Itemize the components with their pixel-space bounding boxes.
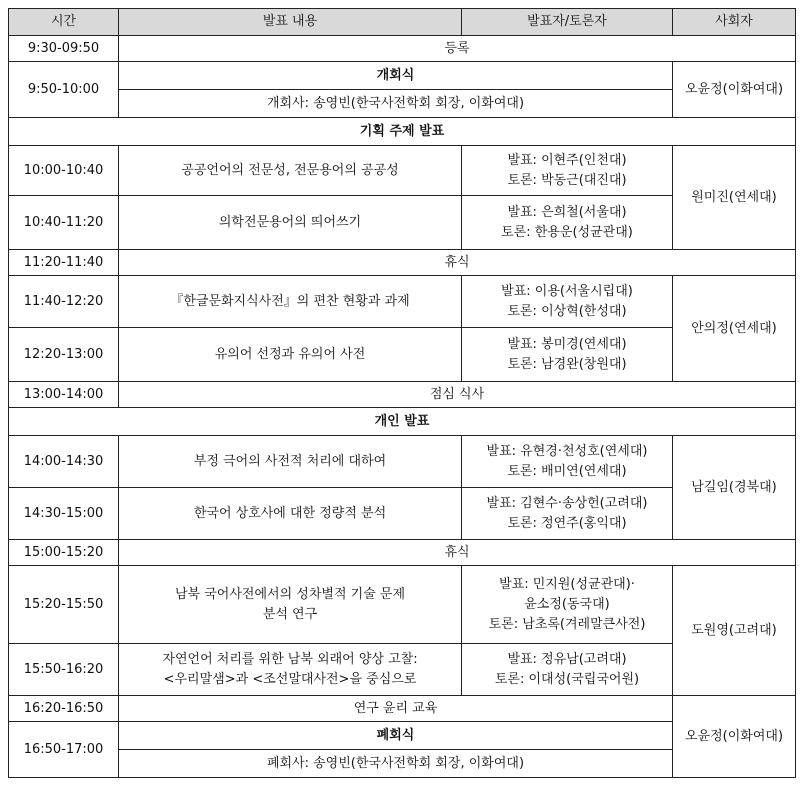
discussant: 토론: 이대성(국립국어원) [494,671,640,687]
header-content: 발표 내용 [119,9,462,36]
speaker-cell [462,488,673,540]
time-cell: 9:30-09:50 [9,36,119,62]
time-cell: 14:30-15:00 [9,488,119,540]
event-cell: 휴식 [119,540,796,566]
table-row [9,146,796,196]
speaker-cell [462,146,673,196]
section-row [9,408,796,436]
speaker-cell [462,644,673,696]
presenter-cont: 윤소정(동국대) [524,596,610,612]
speaker-cell [462,276,673,328]
time-cell: 16:20-16:50 [9,696,119,722]
speaker-cell [462,196,673,250]
talk-title-line: 자연언어 처리를 위한 남북 외래어 양상 고찰: [162,651,418,667]
moderator-cell: 남길임(경북대) [673,436,796,540]
presenter: 발표: 김현수·송상헌(고려대) [486,495,648,511]
table-row [9,436,796,488]
table-row [9,36,796,62]
discussant: 토론: 정연주(홍익대) [507,515,627,531]
presenter: 발표: 유현경·천성호(연세대) [486,443,648,459]
talk-title: 의학전문용어의 띄어쓰기 [119,196,462,250]
event-cell: 등록 [119,36,796,62]
table-row [9,250,796,276]
talk-title: 공공언어의 전문성, 전문용어의 공공성 [119,146,462,196]
moderator-cell: 오윤정(이화여대) [673,696,796,778]
header-row [9,9,796,36]
moderator-cell: 오윤정(이화여대) [673,62,796,118]
section-row [9,118,796,146]
header-moderator: 사회자 [673,9,796,36]
discussant: 토론: 박동근(대진대) [507,172,627,188]
closing-address: 폐회사: 송영빈(한국사전학회 회장, 이화여대) [119,750,673,778]
moderator-cell: 안의정(연세대) [673,276,796,382]
talk-title-line: <우리말샘>과 <조선말대사전>을 중심으로 [163,671,417,687]
speaker-cell [462,566,673,644]
schedule-table [8,8,796,778]
table-row [9,696,796,722]
presenter: 발표: 이용(서울시립대) [501,283,633,299]
speaker-cell [462,328,673,382]
presenter: 발표: 은희철(서울대) [507,204,627,220]
time-cell: 10:40-11:20 [9,196,119,250]
event-cell: 휴식 [119,250,796,276]
table-row [9,62,796,90]
speaker-cell [462,436,673,488]
header-time: 시간 [9,9,119,36]
table-row [9,540,796,566]
opening-title: 개회식 [119,62,673,90]
presenter: 발표: 정유남(고려대) [507,651,627,667]
talk-title: 『한글문화지식사전』의 편찬 현황과 과제 [119,276,462,328]
section-title: 개인 발표 [9,408,796,436]
talk-title: 한국어 상호사에 대한 정량적 분석 [119,488,462,540]
section-title: 기획 주제 발표 [9,118,796,146]
discussant: 토론: 배미연(연세대) [507,463,627,479]
talk-title-line: 남북 국어사전에서의 성차별적 기술 문제 [174,586,405,602]
moderator-cell: 도원영(고려대) [673,566,796,696]
time-cell: 10:00-10:40 [9,146,119,196]
discussant: 토론: 남초록(겨레말큰사전) [488,616,646,632]
time-cell: 13:00-14:00 [9,382,119,408]
time-cell: 11:40-12:20 [9,276,119,328]
table-row [9,566,796,644]
time-cell: 12:20-13:00 [9,328,119,382]
discussant: 토론: 한용운(성균관대) [501,224,633,240]
time-cell: 11:20-11:40 [9,250,119,276]
talk-title [119,566,462,644]
header-speaker: 발표자/토론자 [462,9,673,36]
talk-title: 유의어 선정과 유의어 사전 [119,328,462,382]
table-row [9,276,796,328]
time-cell: 15:00-15:20 [9,540,119,566]
discussant: 토론: 남경완(창원대) [507,356,627,372]
presenter: 발표: 봉미경(연세대) [507,336,627,352]
time-cell: 14:00-14:30 [9,436,119,488]
table-row [9,382,796,408]
time-cell: 15:50-16:20 [9,644,119,696]
closing-title: 폐회식 [119,722,673,750]
time-cell: 16:50-17:00 [9,722,119,778]
event-cell: 점심 식사 [119,382,796,408]
talk-title: 부정 극어의 사전적 처리에 대하여 [119,436,462,488]
opening-address: 개회사: 송영빈(한국사전학회 회장, 이화여대) [119,90,673,118]
talk-title-line: 분석 연구 [262,606,318,622]
moderator-cell: 원미진(연세대) [673,146,796,250]
time-cell: 9:50-10:00 [9,62,119,118]
talk-title [119,644,462,696]
event-cell: 연구 윤리 교육 [119,696,673,722]
time-cell: 15:20-15:50 [9,566,119,644]
presenter: 발표: 이현주(인천대) [507,152,627,168]
discussant: 토론: 이상혁(한성대) [507,303,627,319]
presenter: 발표: 민지원(성균관대)· [499,576,635,592]
